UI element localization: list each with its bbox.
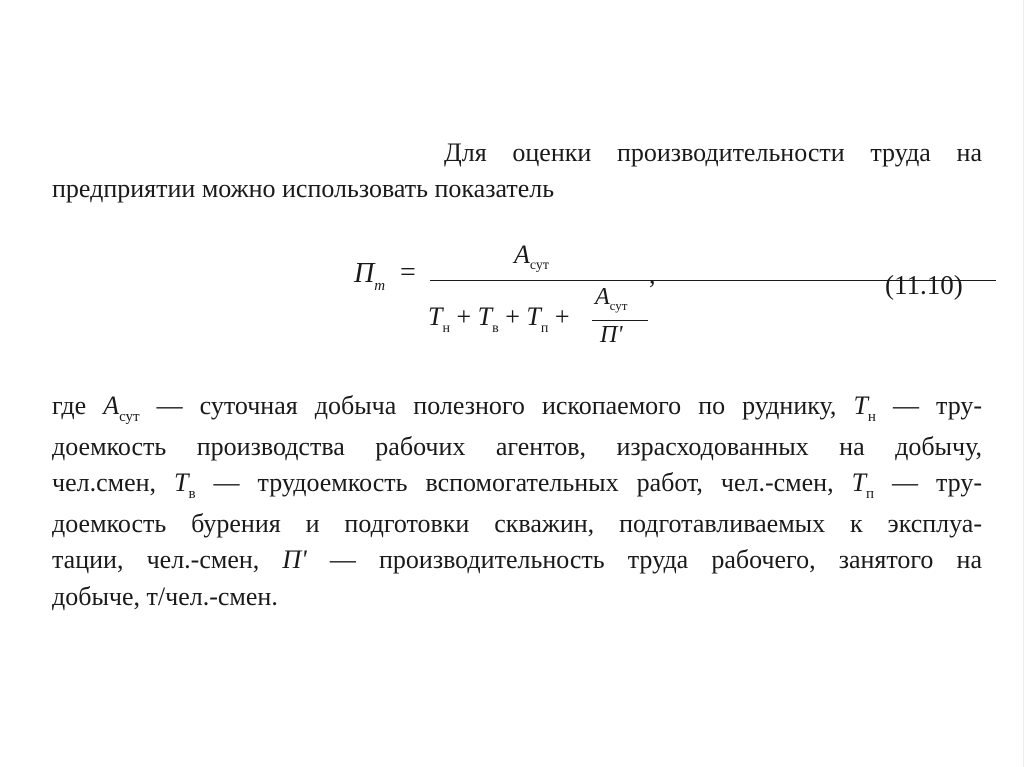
t-subscript: в (188, 486, 196, 502)
inner-numerator (595, 284, 627, 311)
formula-11-10 (354, 240, 994, 360)
numerator-symbol: A (514, 240, 530, 269)
explanation-line-4: доемкость бурения и подготовки скважин, подготавливаемых к эксплуа- (52, 508, 982, 538)
inner-numerator-symbol: A (595, 284, 610, 310)
t-v-symbol: T (477, 302, 493, 331)
text: — тру- (874, 468, 982, 497)
t-subscript: п (866, 486, 875, 502)
text: — тру- (875, 391, 983, 420)
equation-number: (11.10) (885, 270, 963, 300)
text: чел.смен, (52, 468, 175, 497)
t-p-subscript: п (540, 321, 549, 336)
plus-sign-3: + (554, 302, 570, 331)
inner-fraction-bar (592, 320, 648, 321)
equals-sign: = (400, 257, 416, 288)
inner-denominator: П' (600, 322, 623, 348)
numerator-subscript: сут (529, 258, 550, 273)
inner-numerator-subscript: сут (609, 298, 628, 313)
p-prime-symbol: П' (282, 545, 307, 574)
plus-sign-1: + (456, 302, 472, 331)
t-symbol: T (851, 468, 867, 497)
inner-fraction (592, 284, 652, 354)
t-symbol: T (853, 391, 868, 420)
t-n-symbol: T (428, 302, 443, 331)
explanation-line-1 (52, 388, 982, 429)
text: — суточная добыча полезного ископаемого по руднику, (139, 391, 854, 420)
t-n-subscript: н (442, 321, 450, 336)
lhs-symbol: П (354, 258, 375, 289)
lhs-subscript: т (374, 278, 386, 294)
text: тации, чел.-смен, (52, 545, 283, 574)
text: где (52, 391, 104, 420)
plus-sign-2: + (505, 302, 520, 331)
explanation-line-6: добыче, т/чел.-смен. (52, 581, 278, 611)
intro-line-2: предприятии можно использовать показатель (52, 174, 555, 203)
formula-denominator (428, 302, 570, 336)
a-symbol: A (103, 391, 120, 420)
formula-comma: , (649, 260, 656, 289)
formula-lhs (354, 258, 386, 294)
explanation-paragraph (52, 388, 982, 615)
a-subscript: сут (119, 409, 140, 425)
t-p-symbol: T (526, 302, 541, 331)
intro-paragraph (52, 135, 982, 207)
t-symbol: T (174, 468, 189, 497)
t-subscript: н (867, 409, 876, 425)
t-v-subscript: в (492, 321, 499, 336)
text: — производительность труда рабочего, занятого на (306, 545, 982, 574)
intro-line-1: Для оценки производительности труда на (444, 138, 982, 167)
explanation-line-5 (52, 542, 982, 579)
explanation-line-2: доемкость производства рабочих агентов, израсходованных на добычу, (52, 431, 982, 461)
explanation-line-3 (52, 465, 982, 506)
formula-numerator (514, 240, 550, 273)
text: — трудоемкость вспомогательных работ, чел.-смен, (195, 468, 852, 497)
